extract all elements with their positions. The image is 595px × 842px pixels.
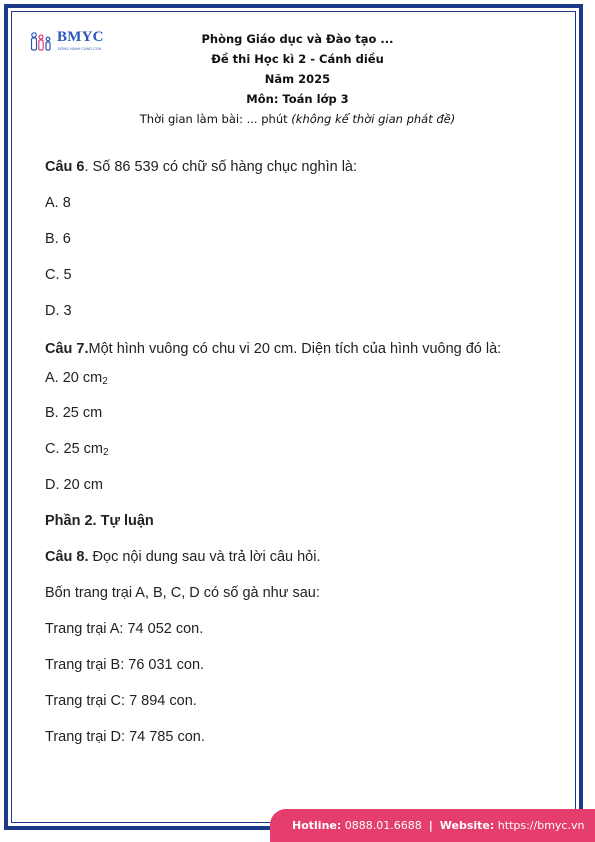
farm-a: Trang trại A: 74 052 con. [45,621,204,637]
question-8-text: Đọc nội dung sau và trả lời câu hỏi. [88,549,321,565]
header-department: Phòng Giáo dục và Đào tạo ... [201,32,394,46]
question-7-option-d: D. 20 cm [45,477,104,493]
farm-c: Trang trại C: 7 894 con. [45,693,197,709]
question-7-label: Câu 7. [45,341,89,357]
question-7-option-a-exponent: 2 [102,376,108,387]
header-year: Năm 2025 [264,72,331,86]
question-6-option-c: C. 5 [45,267,72,283]
header-time [0,109,595,129]
header-exam-title: Đề thi Học kì 2 - Cánh diều [211,52,384,66]
question-7-option-a [45,370,108,387]
header-time-text: Thời gian làm bài: ... phút [139,112,292,126]
question-6-option-a: A. 8 [45,195,71,211]
logo-tagline: ĐỒNG HÀNH CÙNG CON [58,47,102,51]
hotline-label: Hotline: [292,819,342,832]
logo-text: BMYC [57,29,104,45]
question-7-text: Một hình vuông có chu vi 20 cm. Diện tích của hình vuông đó là: [88,341,502,357]
footer-separator: | [428,819,433,832]
hotline-number[interactable]: 0888.01.6688 [341,819,422,832]
header-time-note: (không kể thời gian phát đề) [291,112,456,126]
question-7-option-c-exponent: 2 [103,447,109,458]
header-subject: Môn: Toán lớp 3 [246,92,349,106]
exam-header [0,29,595,129]
farm-d: Trang trại D: 74 785 con. [45,729,205,745]
farm-b: Trang trại B: 76 031 con. [45,657,205,673]
part-2-heading [45,513,154,529]
question-7-option-b: B. 25 cm [45,405,103,421]
question-7-option-a-text: A. 20 cm [45,370,103,386]
question-7-option-c-text: C. 25 cm [45,441,104,457]
question-6-option-b: B. 6 [45,231,71,247]
question-8 [45,549,321,565]
question-6-option-d: D. 3 [45,303,72,319]
question-8-label: Câu 8. [45,549,89,565]
part-2-heading-text: Phần 2. Tự luận [45,513,154,529]
question-6-label: Câu 6 [45,159,85,175]
question-6 [45,159,357,175]
question-6-text: . Số 86 539 có chữ số hàng chục nghìn là: [84,159,358,175]
footer-banner [270,809,595,842]
website-label: Website: [439,819,495,832]
question-7-option-c [45,441,109,458]
website-link[interactable]: https://bmyc.vn [494,819,585,832]
question-7 [45,341,501,357]
question-8-intro: Bốn trang trại A, B, C, D có số gà như sau: [45,585,320,601]
